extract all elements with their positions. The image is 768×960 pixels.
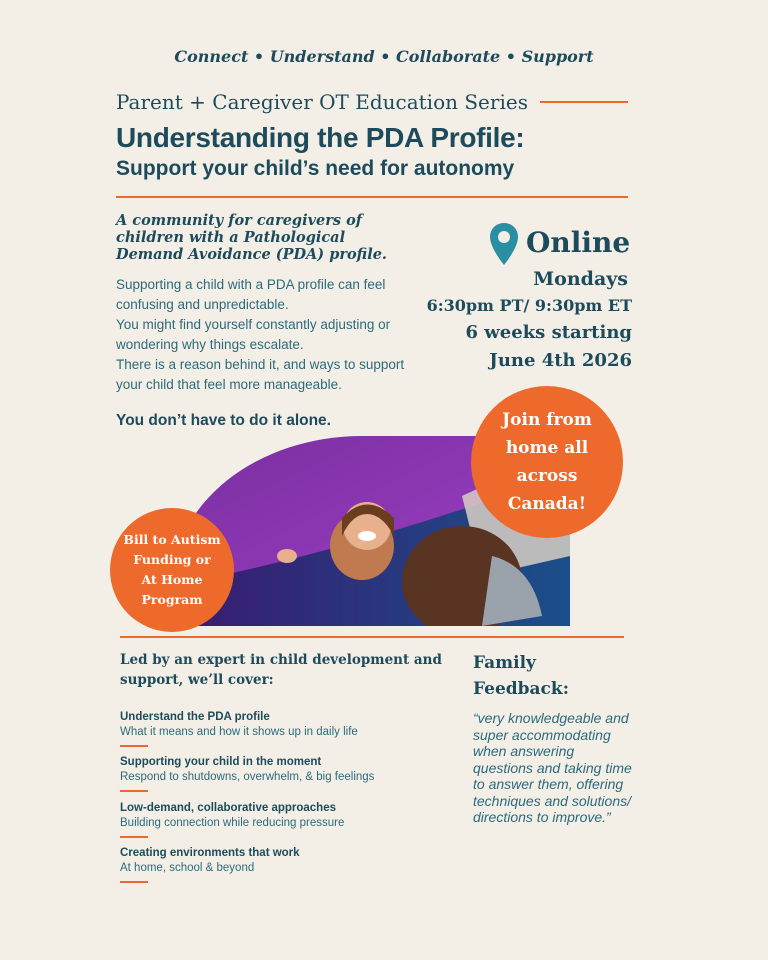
series-divider [540,101,628,103]
page-title: Understanding the PDA Profile: [116,122,525,153]
feedback-heading [473,650,569,702]
topic-title: Low-demand, collaborative approaches [120,802,336,814]
topic-item [120,846,440,883]
topic-item [120,801,440,838]
topic-divider [120,790,148,792]
badge-line: Canada! [507,494,587,514]
page-subtitle: Support your child’s need for autonomy [116,157,515,180]
feedback-heading-line: Family [473,653,536,673]
badge-line: home all [505,438,589,458]
topic-title: Creating environments that work [120,847,300,859]
emphasis-statement: You don’t have to do it alone. [116,412,331,429]
join-canada-badge [471,386,623,538]
tagline: Connect • Understand • Collaborate • Support [174,47,594,66]
topic-description: Building connection while reducing pressure [120,817,345,829]
topic-title: Supporting your child in the moment [120,756,322,768]
series-title: Parent + Caregiver OT Education Series [116,90,528,114]
topic-divider [120,745,148,747]
badge-line: Funding or [133,552,211,567]
topic-divider [120,881,148,883]
topic-description: Respond to shutdowns, overwhelm, & big feelings [120,771,375,783]
topic-description: What it means and how it shows up in daily life [120,726,358,738]
intro-paragraph: You might find yourself constantly adjusting or wondering why things escalate. [116,317,391,352]
feedback-heading-line: Feedback: [473,679,569,699]
event-time: 6:30pm PT/ 9:30pm ET [426,296,632,315]
badge-line: Bill to Autism [123,532,221,547]
badge-line: Join from [502,410,592,430]
badge-line: across [516,466,578,486]
event-location: Online [526,226,631,259]
topic-item [120,755,440,792]
community-statement: A community for caregivers of children with a Pathological Demand Avoidance (PDA) profile. [116,212,387,263]
badge-line: At Home [141,572,203,587]
map-pin-icon [489,222,519,266]
badge-line: Program [141,592,203,607]
header-divider [116,196,628,198]
intro-body [116,275,416,395]
intro-paragraph: Supporting a child with a PDA profile can feel confusing and unpredictable. [116,277,386,312]
event-start-date: June 4th 2026 [489,350,632,371]
billing-badge [110,508,234,632]
intro-paragraph: There is a reason behind it, and ways to support your child that feel more manageable. [116,357,405,392]
feedback-quote: “very knowledgeable and super accommodating when answering questions and taking time to answer them, offering techniques and solutions/ directions to improve.” [473,710,632,825]
curriculum-intro: Led by an expert in child development and support, we’ll cover: [120,652,442,688]
topic-item [120,710,440,747]
topic-title: Understand the PDA profile [120,711,270,723]
topic-description: At home, school & beyond [120,862,255,874]
section-divider [120,636,624,638]
event-duration: 6 weeks starting [465,322,632,343]
event-day: Mondays [533,268,628,290]
topic-divider [120,836,148,838]
